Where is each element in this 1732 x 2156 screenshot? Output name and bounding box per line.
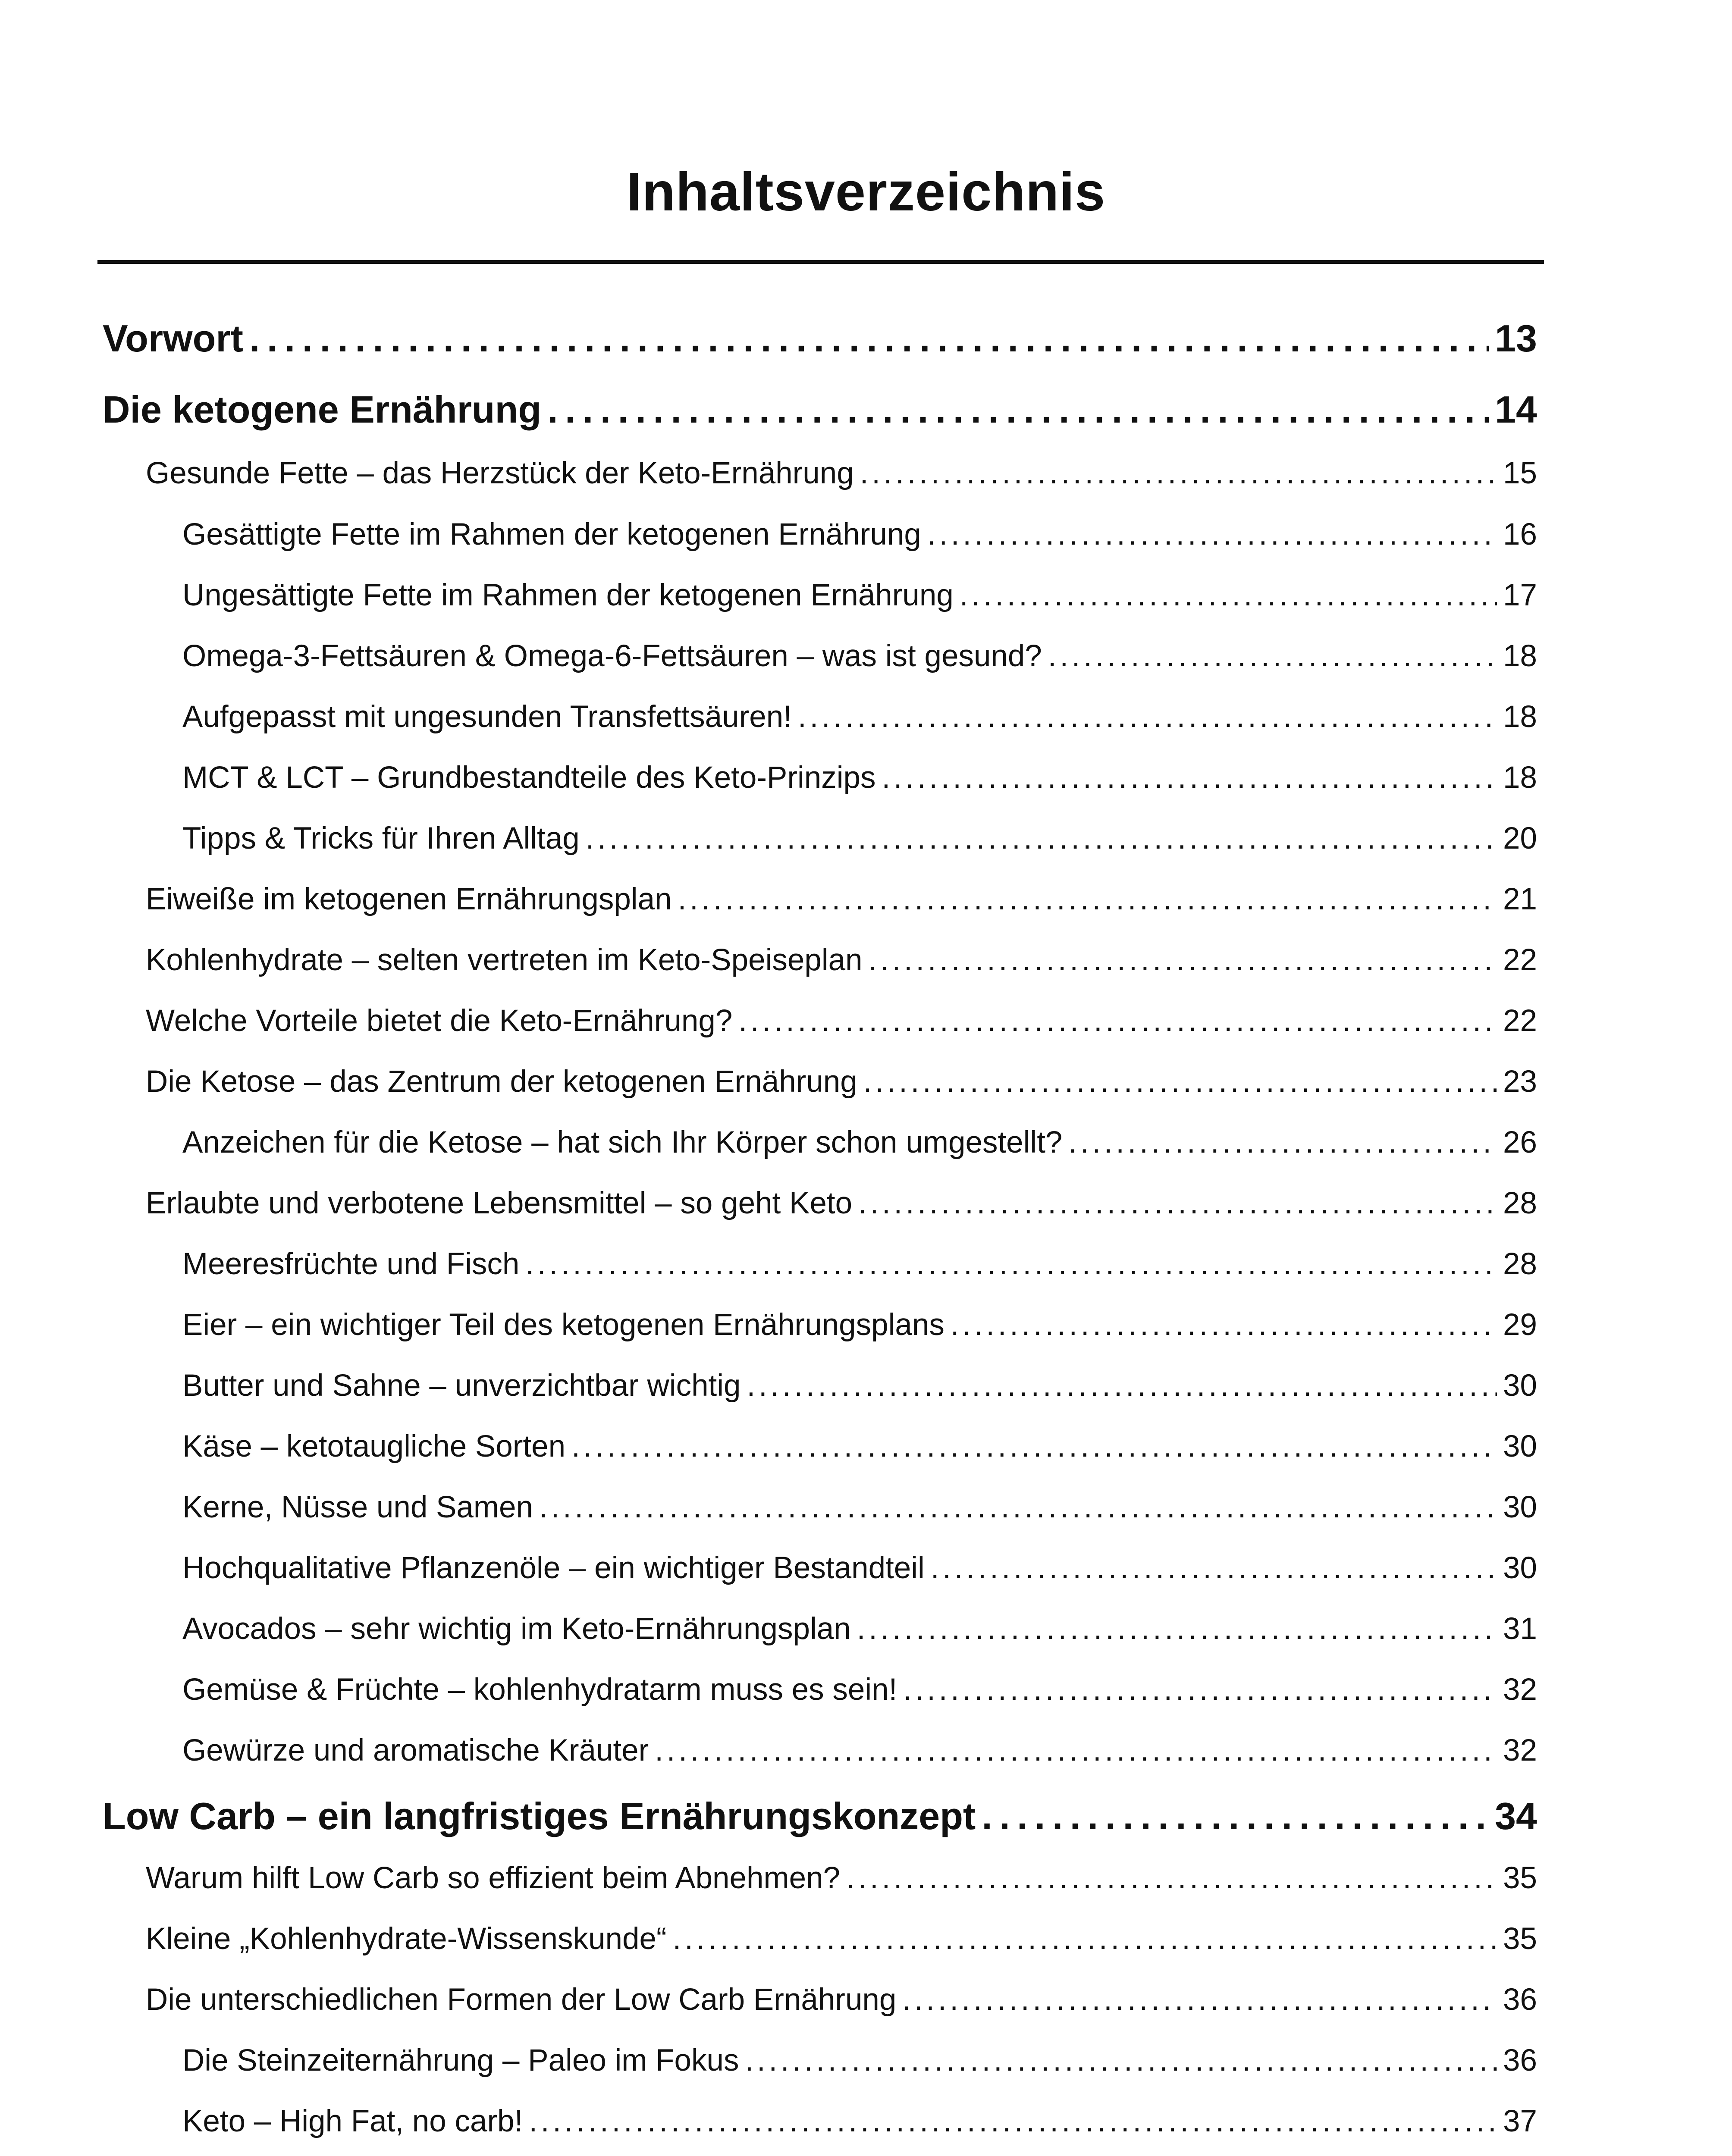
toc-entry[interactable] [146,1058,1537,1106]
toc-entry[interactable] [103,1788,1537,1844]
toc-entry[interactable] [146,1976,1537,2024]
toc-entry-label: Die unterschiedlichen Formen der Low Carb Ernährung [146,1983,897,2017]
toc-entry-label: Die Steinzeiternährung – Paleo im Fokus [182,2043,739,2078]
toc-entry-label: Avocados – sehr wichtig im Keto-Ernährungsplan [182,1612,851,1646]
toc-entry-page-number: 18 [1503,639,1537,673]
toc-entry-label: Erlaubte und verbotene Lebensmittel – so geht Keto [146,1186,853,1220]
toc-dot-leader [931,1545,1497,1592]
toc-entry[interactable] [146,1855,1537,1902]
toc-entry[interactable] [146,876,1537,923]
toc-entry-page-number: 32 [1503,1733,1537,1767]
toc-entry[interactable] [146,1915,1537,1963]
toc-entry[interactable] [182,2037,1537,2084]
toc-dot-leader [869,937,1497,984]
toc-dot-leader [747,1362,1497,1410]
toc-entry-page-number: 28 [1503,1186,1537,1220]
toc-entry-page-number: 35 [1503,1922,1537,1956]
toc-entry-label: Omega-3-Fettsäuren & Omega-6-Fettsäuren – was ist gesund? [182,639,1042,673]
toc-dot-leader [858,1180,1497,1227]
toc-dot-leader [982,1788,1489,1844]
toc-entry-label: Ungesättigte Fette im Rahmen der ketogenen Ernährung [182,578,954,612]
toc-entry-label: Gemüse & Früchte – kohlenhydratarm muss es sein! [182,1673,897,1707]
toc-entry-page-number: 36 [1503,1983,1537,2017]
toc-entry[interactable] [182,693,1537,741]
toc-entry[interactable] [182,815,1537,862]
toc-entry-label: Anzeichen für die Ketose – hat sich Ihr Körper schon umgestellt? [182,1125,1063,1159]
toc-dot-leader [738,997,1497,1045]
toc-entry[interactable] [182,1241,1537,1288]
toc-entry-label: Aufgepasst mit ungesunden Transfettsäuren! [182,700,792,734]
toc-entry-page-number: 31 [1503,1612,1537,1646]
toc-entry-page-number: 22 [1503,943,1537,977]
toc-entry[interactable] [182,1666,1537,1714]
toc-dot-leader [927,511,1497,558]
toc-dot-leader [1068,1119,1497,1166]
toc-dot-leader [903,1666,1497,1714]
toc-entry-label: Low Carb – ein langfristiges Ernährungskonzept [103,1795,976,1837]
toc-entry-label: Die ketogene Ernährung [103,388,542,431]
toc-entry-label: Die Ketose – das Zentrum der ketogenen Ernährung [146,1065,857,1099]
toc-entry-page-number: 30 [1503,1490,1537,1524]
toc-entry-label: Butter und Sahne – unverzichtbar wichtig [182,1369,741,1403]
toc-entry[interactable] [182,633,1537,680]
toc-dot-leader [882,754,1497,802]
toc-entry-page-number: 18 [1503,761,1537,795]
toc-entry-page-number: 37 [1503,2104,1537,2138]
toc-dot-leader [1048,633,1497,680]
toc-entry-label: Eiweiße im ketogenen Ernährungsplan [146,882,672,916]
toc-entry-page-number: 26 [1503,1125,1537,1159]
toc-entry-label: Kleine „Kohlenhydrate-Wissenskunde“ [146,1922,667,1956]
toc-entry-label: Meeresfrüchte und Fisch [182,1247,520,1281]
toc-entry[interactable] [146,997,1537,1045]
toc-entry[interactable] [182,1727,1537,1774]
toc-entry-page-number: 22 [1503,1004,1537,1038]
toc-entry-page-number: 35 [1503,1861,1537,1895]
toc-dot-leader [745,2037,1497,2084]
toc-entry[interactable] [182,754,1537,802]
toc-entry-label: Keto – High Fat, no carb! [182,2104,523,2138]
toc-entry-page-number: 14 [1495,388,1537,431]
toc-entry[interactable] [182,1423,1537,1470]
toc-entry-label: Eier – ein wichtiger Teil des ketogenen Ernährungsplans [182,1308,944,1342]
toc-dot-leader [902,1976,1497,2024]
toc-entry[interactable] [182,1362,1537,1410]
toc-dot-leader [960,572,1497,619]
toc-dot-leader [951,1301,1497,1349]
toc-entry-label: Kerne, Nüsse und Samen [182,1490,533,1524]
toc-entry-page-number: 20 [1503,821,1537,856]
toc-dot-leader [678,876,1497,923]
toc-dot-leader [798,693,1497,741]
toc-dot-leader [525,1241,1497,1288]
toc-entry[interactable] [103,310,1537,367]
toc-entry[interactable] [103,382,1537,438]
toc-entry-label: Gewürze und aromatische Kräuter [182,1733,649,1767]
toc-entry[interactable] [182,1301,1537,1349]
toc-entry-page-number: 34 [1495,1795,1537,1837]
toc-entry-page-number: 15 [1503,456,1537,490]
toc-entry-page-number: 16 [1503,517,1537,552]
toc-dot-leader [857,1605,1497,1653]
toc-entry[interactable] [182,511,1537,558]
toc-entry[interactable] [146,1180,1537,1227]
toc-entry-label: Hochqualitative Pflanzenöle – ein wichtiger Bestandteil [182,1551,925,1585]
toc-dot-leader [586,815,1497,862]
toc-entry-page-number: 32 [1503,1673,1537,1707]
toc-entry-page-number: 17 [1503,578,1537,612]
toc-entry[interactable] [182,572,1537,619]
toc-entry-page-number: 30 [1503,1369,1537,1403]
toc-entry-page-number: 28 [1503,1247,1537,1281]
toc-entry[interactable] [182,1545,1537,1592]
toc-entry-label: Tipps & Tricks für Ihren Alltag [182,821,580,856]
toc-entry-label: MCT & LCT – Grundbestandteile des Keto-Prinzips [182,761,876,795]
toc-entry-page-number: 23 [1503,1065,1537,1099]
toc-dot-leader [571,1423,1497,1470]
toc-entry-page-number: 36 [1503,2043,1537,2078]
page-title: Inhaltsverzeichnis [626,161,1106,222]
toc-dot-leader [529,2098,1497,2145]
toc-dot-leader [673,1915,1497,1963]
toc-entry-label: Vorwort [103,317,243,360]
toc-dot-leader [846,1855,1497,1902]
toc-entry[interactable] [182,1119,1537,1166]
toc-entry-label: Warum hilft Low Carb so effizient beim Abnehmen? [146,1861,841,1895]
toc-entry-page-number: 21 [1503,882,1537,916]
toc-entry-page-number: 18 [1503,700,1537,734]
toc-entry[interactable] [182,1605,1537,1653]
toc-entry-label: Kohlenhydrate – selten vertreten im Keto-Speiseplan [146,943,863,977]
toc-entry-page-number: 30 [1503,1551,1537,1585]
toc-dot-leader [655,1727,1497,1774]
toc-entry-label: Käse – ketotaugliche Sorten [182,1429,566,1463]
toc-entry-label: Welche Vorteile bietet die Keto-Ernährung? [146,1004,733,1038]
toc-entry[interactable] [182,2098,1537,2145]
toc-dot-leader [539,1484,1497,1531]
toc-entry[interactable] [146,937,1537,984]
toc-entry-page-number: 13 [1495,317,1537,360]
toc-dot-leader [547,382,1489,438]
toc-entry-label: Gesättigte Fette im Rahmen der ketogenen Ernährung [182,517,921,552]
toc-dot-leader [249,310,1489,367]
toc-entry-label: Gesunde Fette – das Herzstück der Keto-Ernährung [146,456,854,490]
toc-entry-page-number: 29 [1503,1308,1537,1342]
toc-dot-leader [863,1058,1497,1106]
toc-entry[interactable] [146,450,1537,497]
toc-entry[interactable] [182,1484,1537,1531]
toc-dot-leader [860,450,1497,497]
toc-entry-page-number: 30 [1503,1429,1537,1463]
